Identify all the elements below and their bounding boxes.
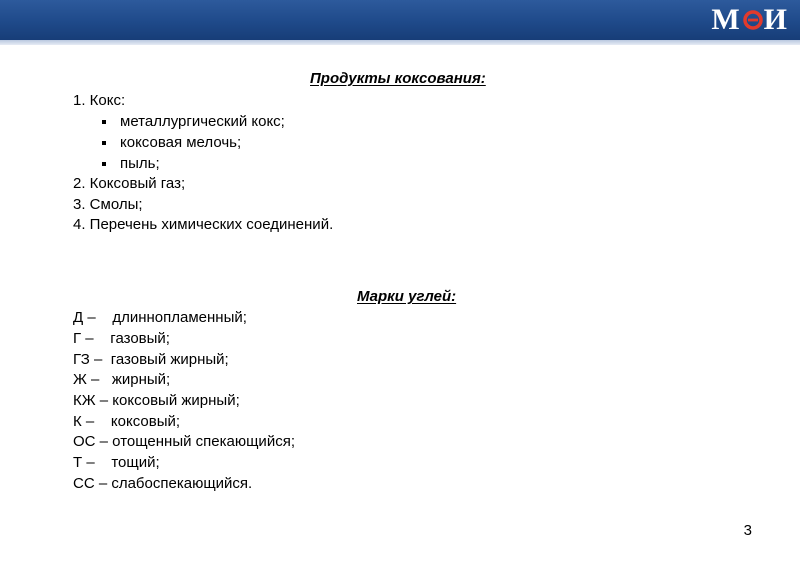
header-stripe: [0, 40, 800, 45]
grade-item: Т – тощий;: [73, 454, 160, 471]
ring-icon: [743, 10, 763, 30]
grade-item: СС – слабоспекающийся.: [73, 475, 253, 492]
grade-item: ОС – отощенный спекающийся;: [73, 433, 295, 450]
mei-logo: [711, 3, 788, 37]
page-number: 3: [743, 522, 752, 539]
logo-letter-i: И: [763, 3, 788, 36]
grade-item: ГЗ – газовый жирный;: [73, 351, 229, 368]
header-bar: [0, 0, 800, 40]
grade-item: КЖ – коксовый жирный;: [73, 392, 240, 409]
grade-item: Ж – жирный;: [73, 371, 171, 388]
list-item: 3. Смолы;: [73, 196, 143, 213]
list-item: 2. Коксовый газ;: [73, 175, 186, 192]
list-item: 4. Перечень химических соединений.: [73, 216, 334, 233]
grade-item: Г – газовый;: [73, 330, 170, 347]
grade-item: К – коксовый;: [73, 413, 181, 430]
grade-item: Д – длиннопламенный;: [73, 309, 247, 326]
products-title: Продукты коксования:: [310, 70, 486, 87]
bullet-icon: [102, 162, 106, 166]
bullet-icon: [102, 141, 106, 145]
list-item: 1. Кокс:: [73, 92, 126, 109]
logo-letter-m: М: [711, 3, 741, 36]
bullet-icon: [102, 120, 106, 124]
coal-grades-title: Марки углей:: [357, 288, 457, 305]
